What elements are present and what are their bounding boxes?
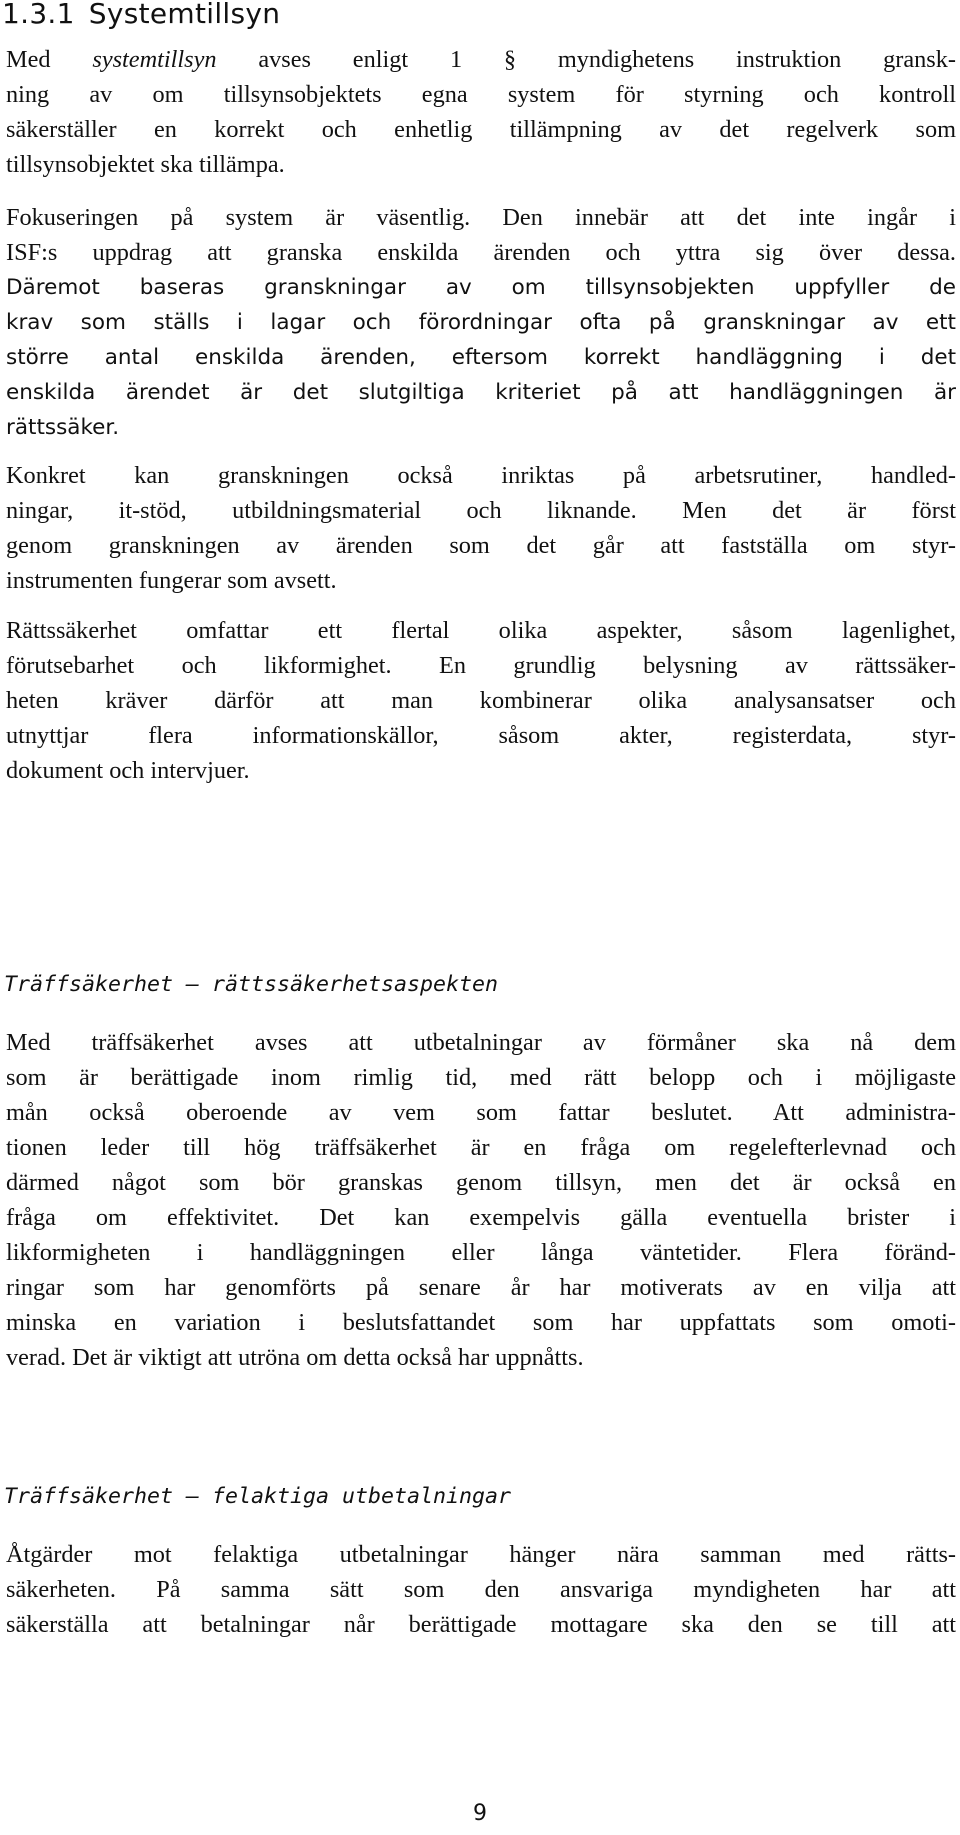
subsection-paragraph (6, 1537, 956, 1642)
subsection-heading: Träffsäkerhet – felaktiga utbetalningar (4, 1484, 512, 1509)
paragraph-line: ISF:s uppdrag att granska enskilda ärenden och yttra sig över dessa. (6, 239, 956, 266)
paragraph-line: säkerställa att betalningar når berättigade mottagare ska den se till att (6, 1611, 956, 1638)
intro-paragraph (6, 42, 956, 182)
paragraph-line: instrumenten fungerar som avsett. (6, 567, 337, 594)
section-title: Systemtillsyn (88, 0, 281, 30)
paragraph (6, 458, 956, 598)
paragraph-line: rättssäker. (6, 415, 120, 440)
defined-term: systemtillsyn (92, 46, 217, 73)
paragraph-line: enskilda ärendet är det slutgiltiga kriteriet på att handläggningen är (6, 380, 956, 405)
paragraph-line: Däremot baseras granskningar av om tillsynsobjekten uppfyller de (6, 275, 956, 300)
paragraph (6, 613, 956, 788)
paragraph-line: krav som ställs i lagar och förordningar ofta på granskningar av ett (6, 310, 956, 335)
subsection-heading: Träffsäkerhet – rättssäkerhetsaspekten (4, 972, 499, 997)
paragraph-line: tillsynsobjektet ska tillämpa. (6, 151, 285, 178)
paragraph-line: ning av om tillsynsobjektets egna system för styrning och kontroll (6, 81, 956, 108)
paragraph-line: heten kräver därför att man kombinerar olika analysansatser och (6, 687, 956, 714)
paragraph-line: säkerheten. På samma sätt som den ansvariga myndigheten har att (6, 1576, 956, 1603)
paragraph-line: säkerställer en korrekt och enhetlig tillämpning av det regelverk som (6, 116, 956, 143)
paragraph-line: fråga om effektivitet. Det kan exempelvis gälla eventuella brister i (6, 1204, 956, 1231)
section-number: 1.3.1 (2, 0, 75, 30)
paragraph-line: Fokuseringen på system är väsentlig. Den innebär att det inte ingår i (6, 204, 956, 231)
paragraph-line: därmed något som bör granskas genom tillsyn, men det är också en (6, 1169, 956, 1196)
paragraph-line: dokument och intervjuer. (6, 757, 250, 784)
paragraph-line: mån också oberoende av vem som fattar beslutet. Att administra- (6, 1099, 956, 1126)
subsection-paragraph (6, 1025, 956, 1375)
paragraph-line: större antal enskilda ärenden, eftersom korrekt handläggning i det (6, 345, 956, 370)
paragraph-line: Med träffsäkerhet avses att utbetalningar av förmåner ska nå dem (6, 1029, 956, 1056)
paragraph-line: utnyttjar flera informationskällor, såsom akter, registerdata, styr- (6, 722, 956, 749)
paragraph-line: minska en variation i beslutsfattandet som har uppfattats som omoti- (6, 1309, 956, 1336)
paragraph-line: förutsebarhet och likformighet. En grundlig belysning av rättssäker- (6, 652, 956, 679)
paragraph-line: genom granskningen av ärenden som det går att fastställa om styr- (6, 532, 956, 559)
paragraph-line: Med systemtillsyn avses enligt 1 § myndighetens instruktion gransk- (6, 46, 956, 73)
paragraph-line: Åtgärder mot felaktiga utbetalningar hänger nära samman med rätts- (6, 1541, 956, 1568)
paragraph-line: Rättssäkerhet omfattar ett flertal olika aspekter, såsom lagenlighet, (6, 617, 956, 644)
section-heading (2, 0, 280, 34)
paragraph-line: tionen leder till hög träffsäkerhet är en fråga om regelefterlevnad och (6, 1134, 956, 1161)
paragraph-line: verad. Det är viktigt att utröna om detta också har uppnåtts. (6, 1344, 584, 1371)
paragraph-line: Konkret kan granskningen också inriktas på arbetsrutiner, handled- (6, 462, 956, 489)
paragraph-line: likformigheten i handläggningen eller långa väntetider. Flera föränd- (6, 1239, 956, 1266)
focus-paragraph (6, 200, 956, 445)
paragraph-line: som är berättigade inom rimlig tid, med rätt belopp och i möjligaste (6, 1064, 956, 1091)
page-number: 9 (473, 1801, 487, 1826)
paragraph-line: ningar, it-stöd, utbildningsmaterial och liknande. Men det är först (6, 497, 956, 524)
paragraph-line: ringar som har genomförts på senare år har motiverats av en vilja att (6, 1274, 956, 1301)
